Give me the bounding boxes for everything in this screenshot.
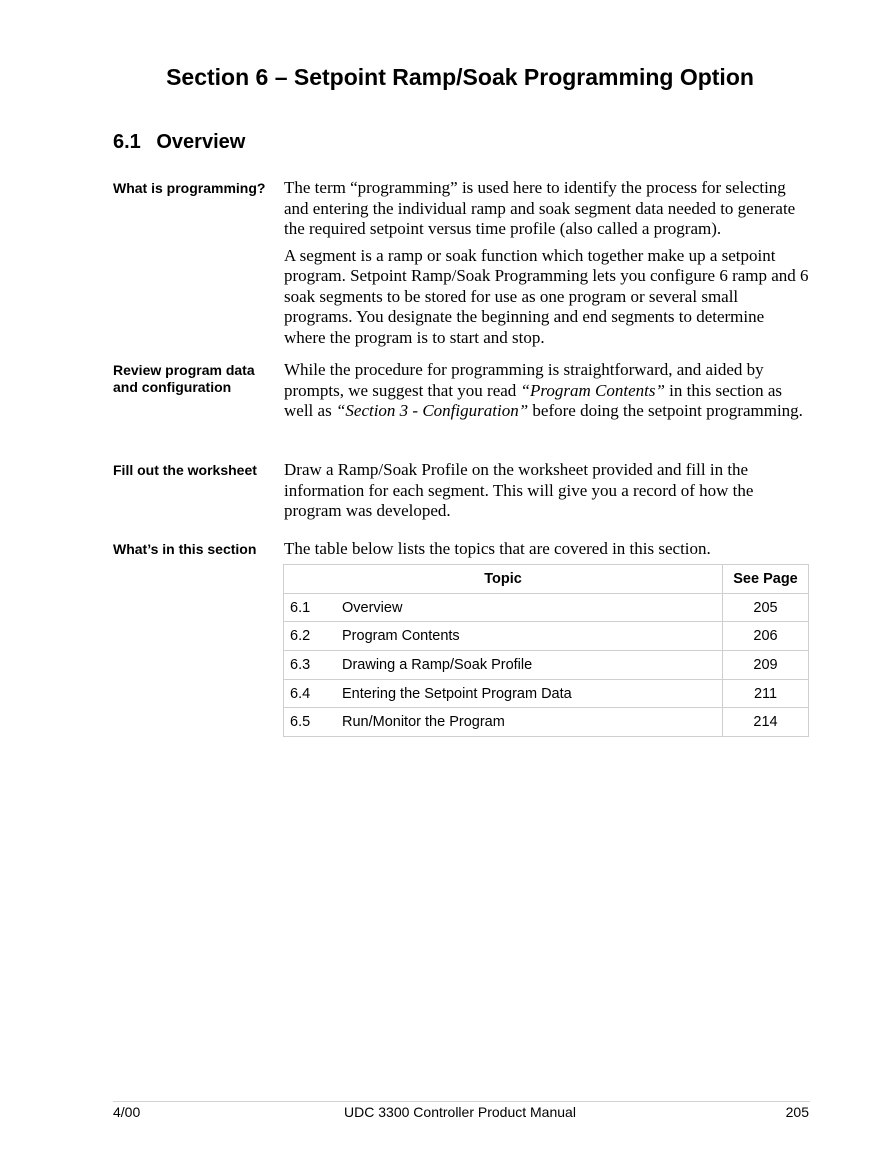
side-heading: What’s in this section [113, 541, 257, 557]
text: in this section as well as [284, 380, 783, 420]
section-number: 6.2 [284, 622, 337, 651]
section-title: Section 6 – Setpoint Ramp/Soak Programming Option [166, 64, 754, 90]
paragraph: A segment is a ramp or soak function which together make up a setpoint program. Setpoint Ramp/Soak Programming lets you configure 6 ramp and 6 soak segments to be stored for use as one program or several small programs. You designate the beginning and end segments to determine where the program is to start and stop. [284, 245, 809, 347]
page-number: 214 [723, 708, 809, 737]
footer-divider [113, 1101, 810, 1102]
page-number: 206 [723, 622, 809, 651]
cross-reference: “Program Contents” [520, 380, 665, 400]
text: before doing the setpoint programming. [528, 401, 803, 420]
table-row [284, 622, 809, 651]
topic-name: Drawing a Ramp/Soak Profile [336, 651, 723, 680]
section-number: 6.5 [284, 708, 337, 737]
table-row [284, 651, 809, 680]
block-body [284, 360, 809, 428]
paragraph: The term “programming” is used here to identify the process for selecting and entering the individual ramp and soak segment data needed to generate the required setpoint versus time profile (also called a program). [284, 178, 796, 238]
table-row [284, 593, 809, 622]
topic-name: Program Contents [336, 622, 723, 651]
page-number: 209 [723, 651, 809, 680]
page-number: 211 [723, 679, 809, 708]
paragraph [284, 360, 809, 422]
block-body [284, 460, 809, 528]
column-header-topic: Topic [284, 565, 723, 594]
paragraph: The table below lists the topics that are covered in this section. [284, 539, 711, 558]
table-row [284, 679, 809, 708]
topic-name: Entering the Setpoint Program Data [336, 679, 723, 708]
page-number: 205 [723, 593, 809, 622]
side-heading: What is programming? [113, 180, 266, 196]
footer-page-number: 205 [785, 1104, 809, 1120]
footer-date: 4/00 [113, 1104, 141, 1120]
section-number: 6.4 [284, 679, 337, 708]
table-header-row [284, 565, 809, 594]
subsection-title: Overview [156, 131, 246, 153]
topic-name: Run/Monitor the Program [336, 708, 723, 737]
section-number: 6.1 [284, 593, 337, 622]
topic-name: Overview [336, 593, 723, 622]
side-heading: Fill out the worksheet [113, 462, 257, 478]
block-body [284, 539, 809, 566]
cross-reference: “Section 3 - Configuration” [335, 401, 529, 420]
paragraph: Draw a Ramp/Soak Profile on the worksheet provided and fill in the information for each segment. This will give you a record of how the program was developed. [284, 460, 754, 520]
table-row [284, 708, 809, 737]
section-number: 6.3 [284, 651, 337, 680]
column-header-see-page: See Page [723, 565, 809, 594]
footer-manual-title: UDC 3300 Controller Product Manual [344, 1104, 576, 1120]
side-heading: Review program data and configuration [113, 362, 255, 395]
subsection-heading [113, 131, 245, 154]
topics-table [283, 564, 809, 737]
text: While the procedure for programming is straightforward, and aided by prompts, we suggest that you read [284, 360, 764, 400]
block-body [284, 178, 809, 354]
subsection-number: 6.1 [113, 131, 141, 153]
